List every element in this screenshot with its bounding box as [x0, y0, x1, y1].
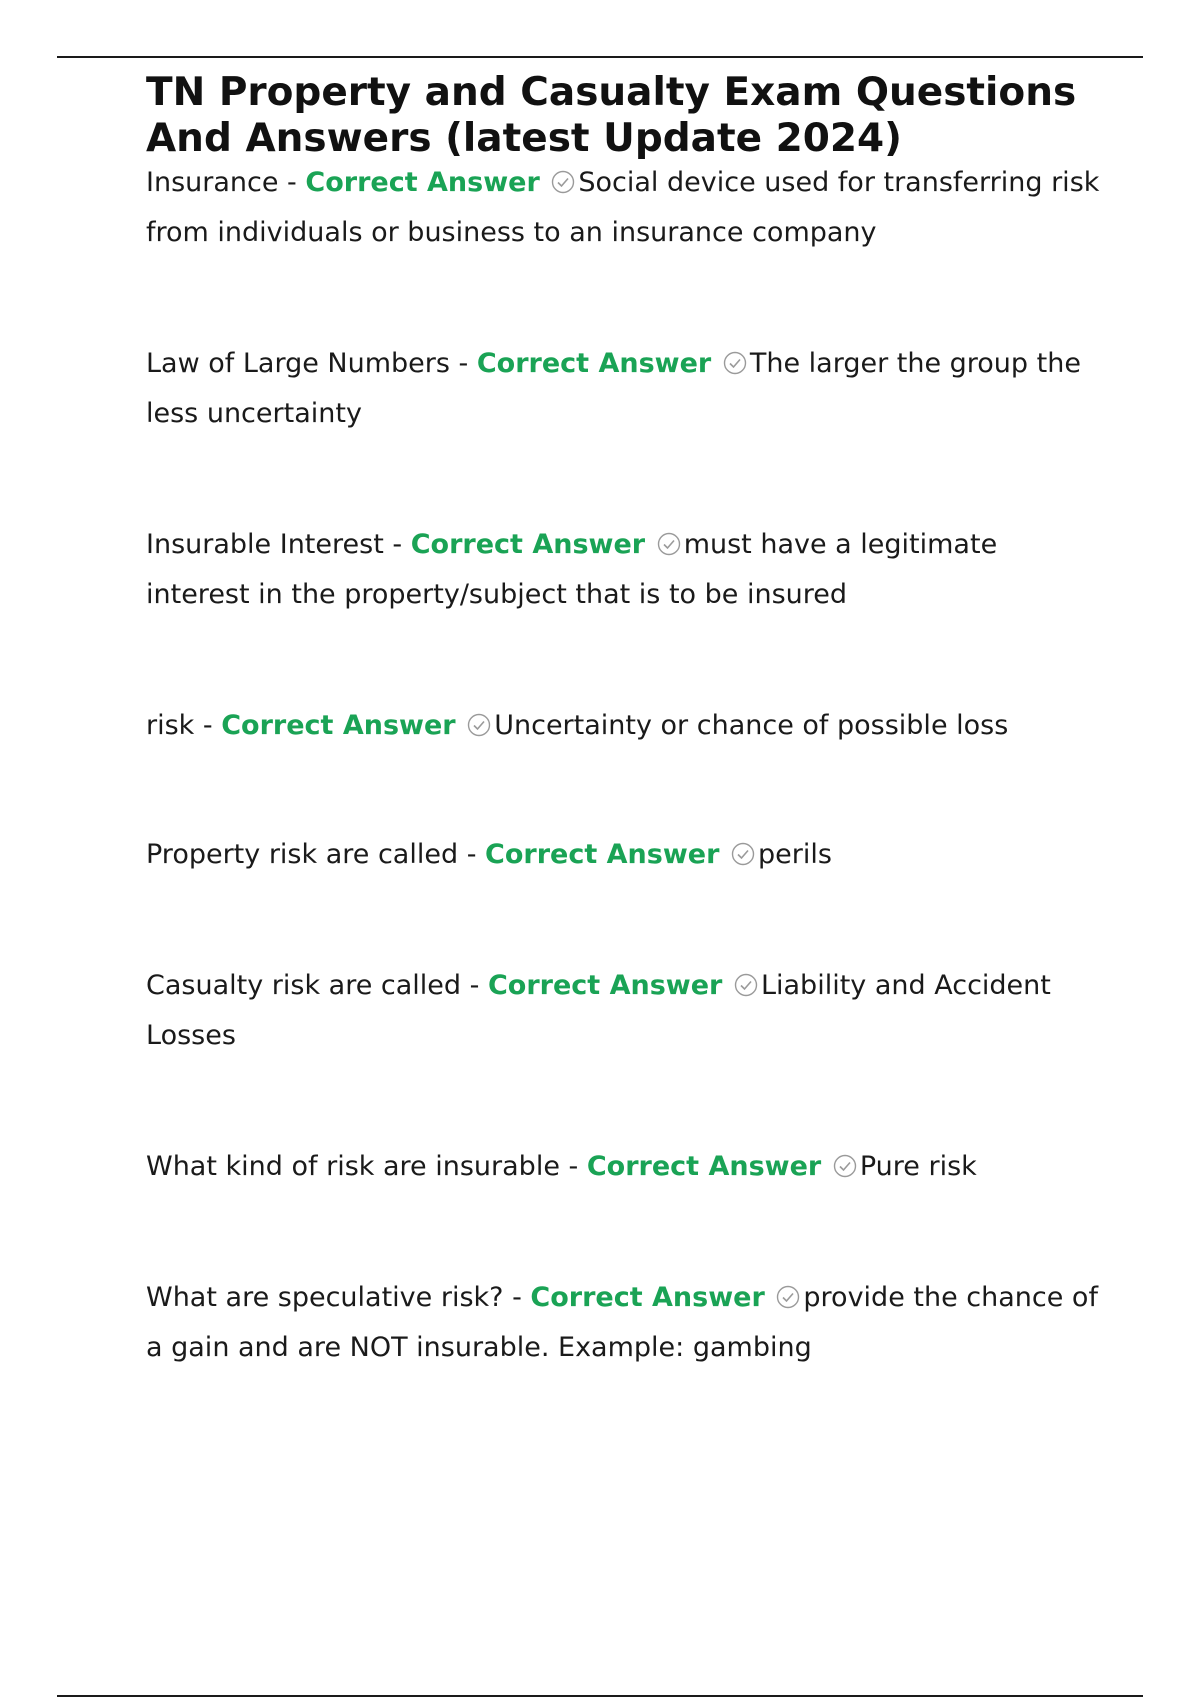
qa-answer: Social device used for transferring risk from individuals or business to an insurance company — [146, 167, 1100, 248]
qa-separator: - — [383, 529, 411, 560]
check-circle-icon — [551, 170, 575, 194]
qa-term: Casualty risk are called — [146, 970, 462, 1001]
qa-answer: Uncertainty or chance of possible loss — [494, 710, 1009, 741]
top-rule — [57, 56, 1143, 58]
qa-term: Law of Large Numbers — [146, 348, 450, 379]
check-circle-icon — [734, 973, 758, 997]
qa-term: risk — [146, 710, 195, 741]
qa-item — [146, 339, 1106, 439]
qa-item — [146, 1273, 1106, 1373]
qa-separator: - — [278, 167, 306, 198]
correct-answer-label: Correct Answer — [487, 970, 723, 1001]
qa-term: What kind of risk are insurable — [146, 1151, 560, 1182]
qa-answer: must have a legitimate interest in the property/subject that is to be insured — [146, 529, 998, 610]
correct-answer-label: Correct Answer — [476, 348, 712, 379]
qa-term: Property risk are called — [146, 839, 459, 870]
document-body — [146, 70, 1106, 1373]
qa-item — [146, 830, 1106, 880]
correct-answer-label: Correct Answer — [530, 1282, 765, 1313]
check-circle-icon — [776, 1285, 800, 1309]
bottom-rule — [57, 1695, 1143, 1697]
qa-answer: provide the chance of a gain and are NOT insurable. Example: gambing — [146, 1282, 1098, 1363]
qa-list — [146, 158, 1106, 1373]
qa-separator: - — [458, 839, 486, 870]
check-circle-icon — [657, 532, 681, 556]
qa-item — [146, 961, 1106, 1061]
correct-answer-label: Correct Answer — [410, 529, 646, 560]
check-circle-icon — [731, 842, 755, 866]
qa-separator: - — [503, 1282, 531, 1313]
check-circle-icon — [723, 351, 747, 375]
qa-separator: - — [194, 710, 222, 741]
qa-answer: perils — [758, 839, 832, 870]
qa-item — [146, 701, 1106, 751]
qa-term: What are speculative risk? — [146, 1282, 504, 1313]
qa-answer: Liability and Accident Losses — [146, 970, 1051, 1051]
correct-answer-label: Correct Answer — [221, 710, 456, 741]
qa-separator: - — [559, 1151, 587, 1182]
qa-term: Insurable Interest — [146, 529, 384, 560]
correct-answer-label: Correct Answer — [586, 1151, 822, 1182]
qa-item — [146, 1142, 1106, 1192]
document-title: TN Property and Casualty Exam Questions And Answers (latest Update 2024) — [146, 70, 1077, 161]
qa-separator: - — [461, 970, 488, 1001]
qa-term: Insurance — [146, 167, 279, 198]
qa-item — [146, 158, 1106, 258]
correct-answer-label: Correct Answer — [305, 167, 540, 198]
check-circle-icon — [833, 1154, 857, 1178]
check-circle-icon — [467, 713, 491, 737]
qa-separator: - — [449, 348, 477, 379]
qa-answer: The larger the group the less uncertainty — [146, 348, 1081, 429]
correct-answer-label: Correct Answer — [485, 839, 720, 870]
qa-answer: Pure risk — [859, 1151, 977, 1182]
qa-item — [146, 520, 1106, 620]
